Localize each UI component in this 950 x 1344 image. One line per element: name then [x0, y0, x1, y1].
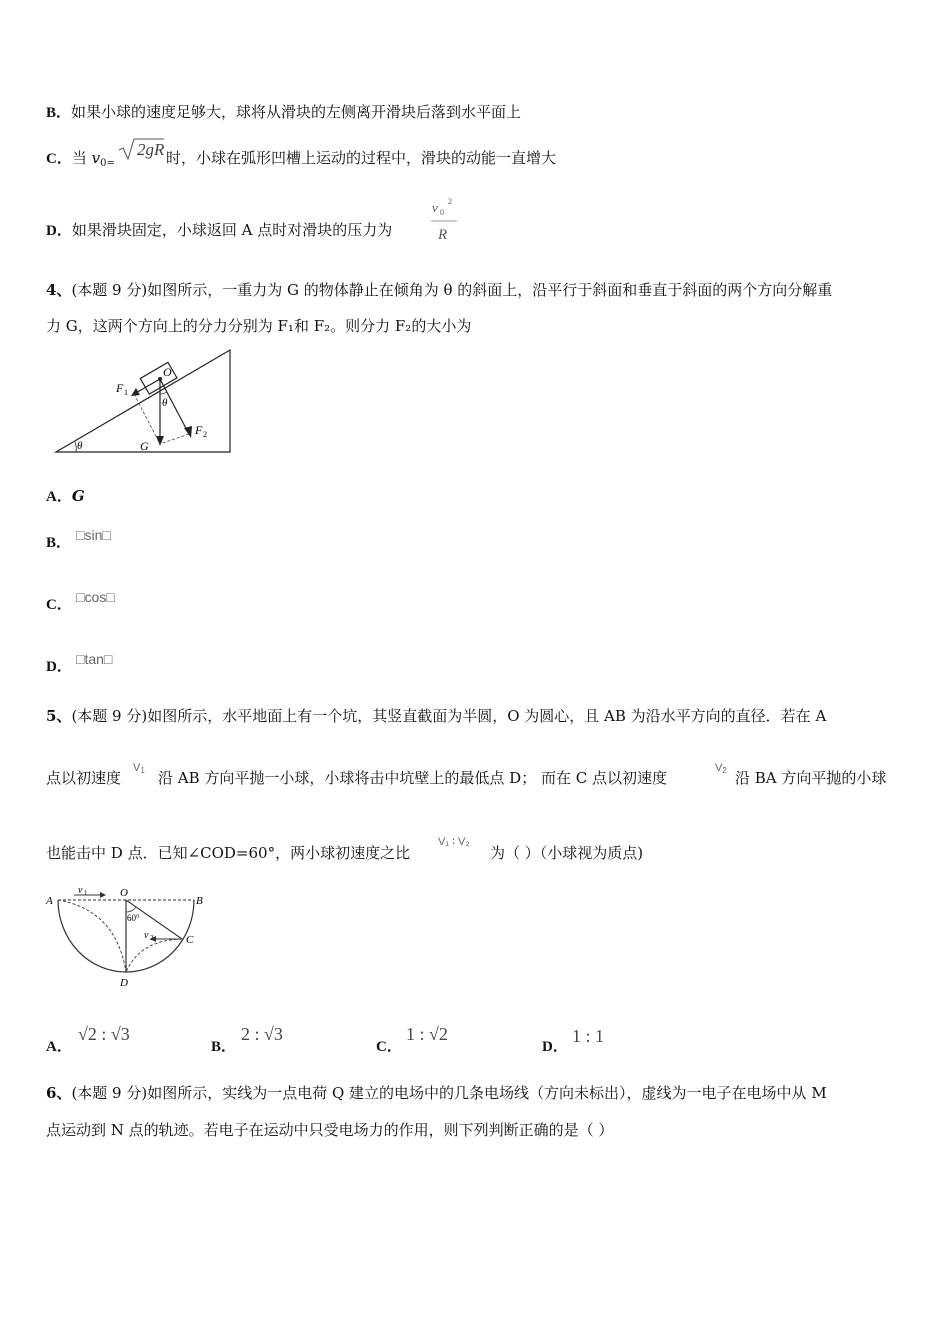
q5-option-c — [376, 1036, 402, 1057]
q5-fig-v2-sub: 2 — [150, 934, 154, 942]
q4-option-b — [46, 532, 71, 553]
q4-option-d — [46, 656, 72, 677]
q4-option-c — [46, 594, 72, 615]
q4-option-c-label: C． — [46, 597, 72, 613]
q4-option-d-label: D． — [46, 659, 72, 675]
q5-option-c-math: 1 : √2 — [406, 1024, 448, 1044]
q6-text-line1: (本题 9 分)如图所示，实线为一点电荷 Q 建立的电场中的几条电场线（方向未标出），虚线为一电子在电场中从 M — [71, 1084, 827, 1102]
q6-stem-line1 — [46, 1083, 827, 1103]
q5-stem-line2a: 点以初速度 — [46, 769, 122, 787]
q3-option-d-text: 如果滑块固定，小球返回 A 点时对滑块的压力为 — [71, 221, 393, 239]
q5-option-b-math: 2 : √3 — [241, 1024, 283, 1044]
q5-stem-line3b: 为（ ）（小球视为质点) — [490, 844, 644, 862]
q6-number: 6、 — [46, 1084, 72, 1102]
q6-stem-line2: 点运动到 N 点的轨迹。若电子在运动中只受电场力的作用，则下列判断正确的是（ ） — [46, 1121, 614, 1139]
q5-fig-d: D — [120, 977, 128, 989]
q5-fig-a: A — [46, 895, 53, 907]
q4-incline-figure — [52, 346, 237, 462]
q5-option-d-math: 1 : 1 — [572, 1026, 605, 1046]
q4-option-c-text: □cos□ — [76, 589, 115, 605]
q3-frac-v: v — [432, 200, 438, 215]
q5-option-d-label: D． — [542, 1039, 568, 1055]
q5-option-a-math: √2 : √3 — [78, 1024, 130, 1044]
q5-pit-figure — [44, 884, 214, 998]
q3-option-b-text: 如果小球的速度足够大，球将从滑块的左侧离开滑块后落到水平面上 — [71, 103, 522, 121]
q5-v2-inline — [715, 762, 727, 775]
q5-option-d — [542, 1036, 568, 1057]
q4-option-a — [46, 486, 85, 507]
q5-number: 5、 — [46, 707, 72, 725]
q4-number: 4、 — [46, 281, 72, 299]
q3-frac-den: R — [438, 227, 448, 243]
q4-option-a-label: A． — [46, 489, 72, 505]
q5-v1-inline — [133, 762, 145, 775]
q5-stem-line2c: 沿 BA 方向平抛的小球 — [735, 769, 887, 787]
q4-stem-line2: 力 G，这两个方向上的分力分别为 F₁和 F₂。则分力 F₂的大小为 — [46, 317, 472, 335]
q5-fig-v1-sub: 1 — [84, 889, 88, 897]
q4-fig-f1: F — [116, 381, 124, 395]
q5-fig-b: B — [196, 895, 203, 907]
q5-fig-v2: v — [144, 930, 149, 941]
q4-fig-theta-base: θ — [77, 440, 83, 452]
q3-option-c-post: 时，小球在弧形凹槽上运动的过程中，滑块的动能一直增大 — [166, 149, 557, 167]
q5-option-b-label: B． — [211, 1039, 237, 1055]
q5-v2-sub: 2 — [722, 766, 727, 775]
q4-option-a-text: G — [71, 487, 85, 505]
q5-v2-symbol: V — [715, 762, 723, 774]
q5-option-a-label: A． — [46, 1039, 72, 1055]
q4-fig-f2: F — [195, 423, 203, 437]
q5-fig-angle: 60° — [127, 913, 140, 923]
q4-fig-f2-sub: 2 — [203, 430, 207, 439]
q5-fig-c: C — [186, 934, 194, 946]
q4-fig-o: O — [163, 365, 172, 379]
q3-frac-sub: 0 — [440, 208, 444, 217]
q4-fig-theta-inner: θ — [162, 397, 168, 409]
q3-fraction — [430, 195, 460, 249]
q4-fig-f1-sub: 1 — [124, 388, 128, 397]
q5-ratio-inline: V₁ ∶ V₂ — [438, 836, 470, 848]
sqrt-sign-icon — [117, 136, 165, 162]
q4-text-line1: (本题 9 分)如图所示，一重力为 G 的物体静止在倾角为 θ 的斜面上，沿平行于斜面和垂直于斜面的两个方向分解重 — [71, 281, 833, 299]
q4-stem-line1 — [46, 280, 832, 300]
q3-v0-symbol: v — [91, 149, 101, 167]
q3-v0-sub: 0= — [100, 158, 115, 169]
q3-option-b — [46, 102, 521, 123]
q3-sqrt-expression — [117, 136, 165, 162]
q5-option-c-label: C． — [376, 1039, 402, 1055]
q3-option-b-label: B． — [46, 105, 72, 121]
q5-stem-line1 — [46, 706, 826, 726]
q5-fig-v1: v — [78, 885, 83, 896]
q4-fig-g: G — [140, 439, 149, 453]
q5-fig-o: O — [120, 887, 128, 899]
q3-frac-sup: 2 — [448, 197, 452, 206]
q3-sqrt-radicand: 2gR — [137, 140, 165, 159]
q4-option-b-label: B． — [46, 535, 72, 551]
q5-v1-symbol: V — [133, 762, 141, 774]
q3-option-c-label: C． — [46, 151, 72, 167]
q5-stem-line2b: 沿 AB 方向平抛一小球，小球将击中坑壁上的最低点 D； 而在 C 点以初速度 — [158, 769, 667, 787]
q5-option-a — [46, 1036, 72, 1057]
q3-option-d — [46, 220, 392, 241]
q5-text-line1: (本题 9 分)如图所示，水平地面上有一个坑，其竖直截面为半圆，O 为圆心，且 AB 为沿水平方向的直径．若在 A — [71, 707, 827, 725]
q5-v1-sub: 1 — [140, 766, 145, 775]
q4-option-d-text: □tan□ — [76, 651, 113, 667]
q5-option-b — [211, 1036, 236, 1057]
q5-stem-line3a: 也能击中 D 点．已知∠COD=60°，两小球初速度之比 — [46, 844, 411, 862]
fraction-graphic — [430, 195, 460, 245]
q3-option-d-label: D． — [46, 223, 72, 239]
q4-option-b-text: □sin□ — [76, 527, 111, 543]
q3-option-c-pre: 当 — [71, 149, 87, 167]
q3-option-c — [46, 148, 115, 174]
